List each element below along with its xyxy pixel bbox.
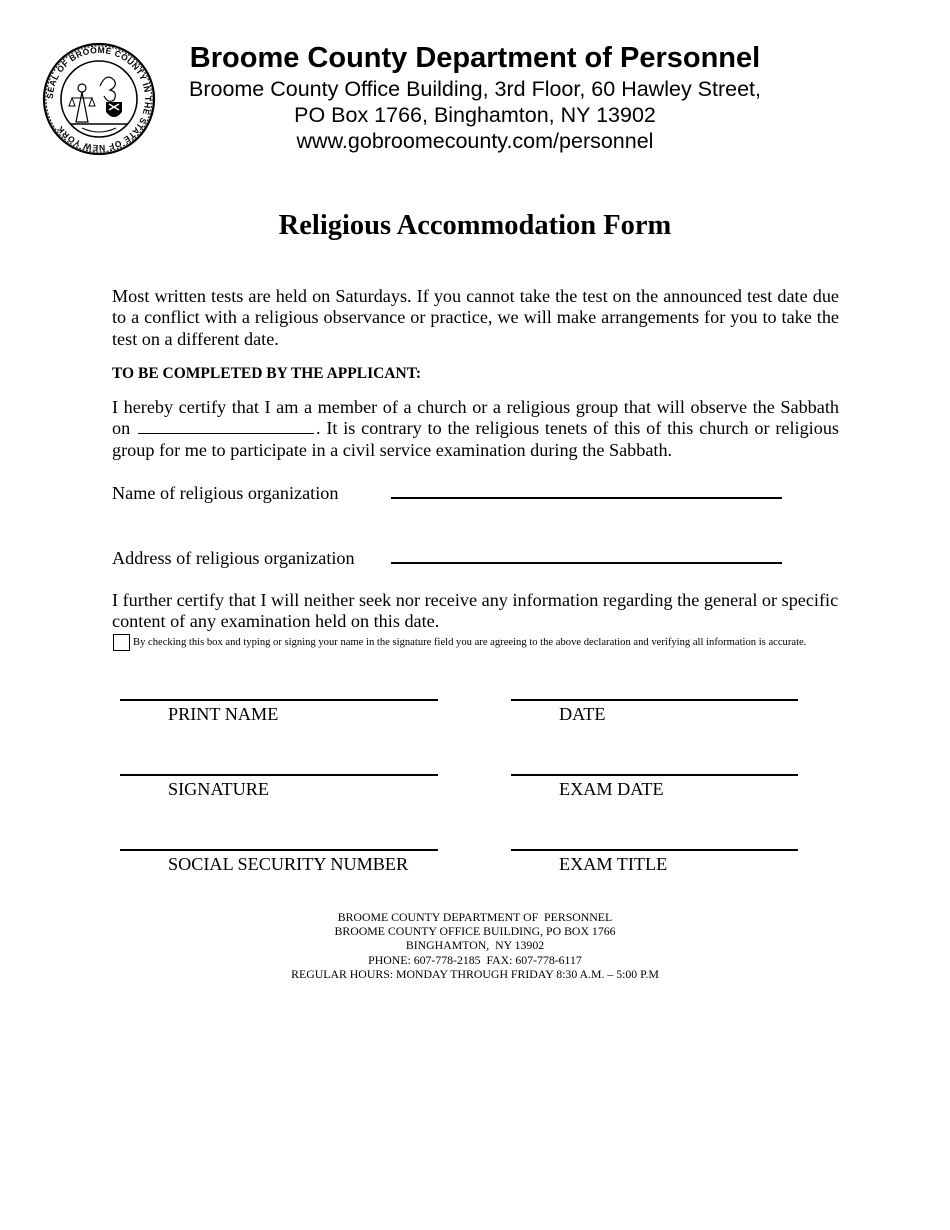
ssn-field[interactable]	[120, 849, 438, 851]
further-certify-paragraph: I further certify that I will neither seek nor receive any information regarding the general or specific content of any examination held on this date.	[112, 590, 839, 632]
county-seal-icon	[42, 42, 156, 156]
exam-title-field[interactable]	[511, 849, 798, 851]
footer-line-5: REGULAR HOURS: MONDAY THROUGH FRIDAY 8:30 A.M. – 5:00 P.M	[291, 966, 659, 981]
org-address-label: Address of religious organization	[112, 548, 355, 568]
footer-line-2: BROOME COUNTY OFFICE BUILDING, PO BOX 1766	[334, 924, 616, 939]
print-name-label: PRINT NAME	[168, 704, 279, 724]
intro-paragraph: Most written tests are held on Saturdays. If you cannot take the test on the announced test date due to a conflict with a religious observance or practice, we will make arrangements for you to take the test on a different date.	[112, 286, 839, 349]
seal-ring-text: SEAL OF BROOME COUNTY IN THE STATE OF NEW YORK	[44, 44, 154, 154]
footer	[0, 910, 950, 981]
agree-checkbox[interactable]	[113, 634, 130, 651]
form-title: Religious Accommodation Form	[278, 210, 672, 241]
exam-title-label: EXAM TITLE	[559, 854, 668, 874]
print-name-field[interactable]	[120, 699, 438, 701]
exam-date-field[interactable]	[511, 774, 798, 776]
footer-line-1: BROOME COUNTY DEPARTMENT OF PERSONNEL	[337, 910, 613, 924]
ssn-label: SOCIAL SECURITY NUMBER	[168, 854, 409, 874]
sabbath-day-field[interactable]	[138, 419, 314, 434]
org-name-field[interactable]	[391, 497, 782, 499]
address-line-2: PO Box 1766, Binghamton, NY 13902	[294, 103, 656, 127]
footer-line-3: BINGHAMTON, NY 13902	[405, 938, 545, 953]
applicant-section-heading: TO BE COMPLETED BY THE APPLICANT:	[112, 365, 422, 382]
footer-line-4: PHONE: 607-778-2185 FAX: 607-778-6117	[368, 952, 582, 967]
date-label: DATE	[559, 704, 606, 724]
certify-text-part1: I hereby certify that I am a member of a church or a religious group that will observe the Sabbath on	[112, 397, 839, 439]
organization-title: Broome County Department of Personnel	[189, 42, 761, 74]
certify-paragraph	[112, 397, 839, 461]
website-link[interactable]: www.gobroomecounty.com/personnel	[296, 129, 654, 153]
exam-date-label: EXAM DATE	[559, 779, 664, 799]
agree-text: By checking this box and typing or signing your name in the signature field you are agreeing to the above declaration and verifying all information is accurate.	[133, 637, 807, 648]
date-field[interactable]	[511, 699, 798, 701]
certify-text-part2: . It is contrary to the religious tenets of this of this church or religious group for me to participate in a civil service examination during the Sabbath.	[112, 418, 840, 460]
signature-label: SIGNATURE	[168, 779, 270, 799]
org-address-field[interactable]	[391, 562, 782, 564]
org-name-label: Name of religious organization	[112, 483, 339, 503]
signature-field[interactable]	[120, 774, 438, 776]
address-line-1: Broome County Office Building, 3rd Floor, 60 Hawley Street,	[188, 77, 762, 101]
